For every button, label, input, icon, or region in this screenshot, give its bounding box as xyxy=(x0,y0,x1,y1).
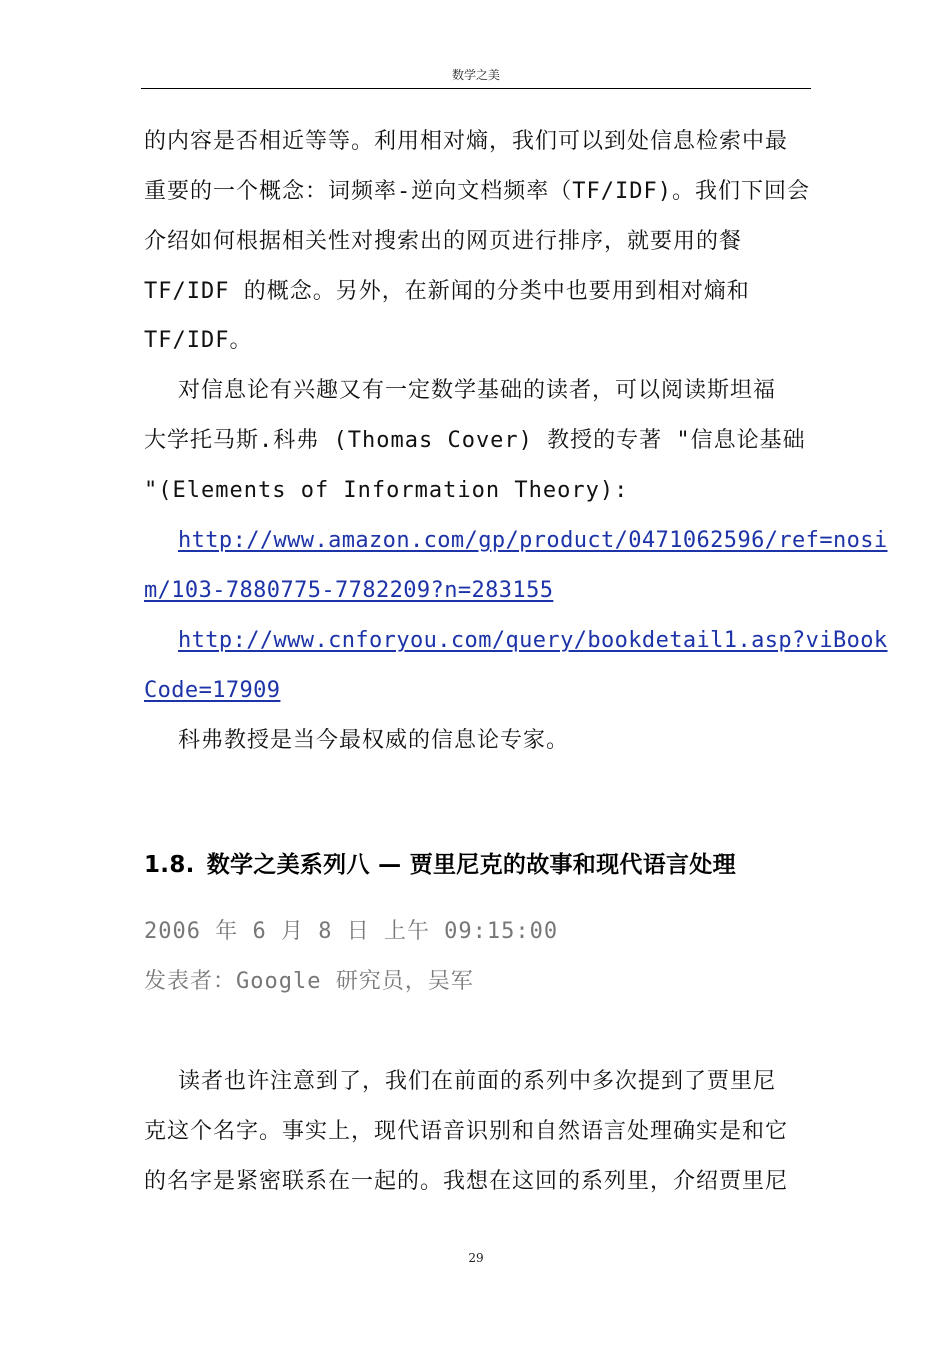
header-rule xyxy=(141,88,811,89)
body-text-line: 科弗教授是当今最权威的信息论专家。 xyxy=(178,728,570,753)
body-text-line: 克这个名字。事实上，现代语音识别和自然语言处理确实是和它 xyxy=(144,1119,789,1144)
post-date: 2006 年 6 月 8 日 上午 09:15:00 xyxy=(144,919,559,944)
post-author: 发表者：Google 研究员，吴军 xyxy=(144,969,474,994)
body-text-line: "(Elements of Information Theory): xyxy=(144,478,629,503)
section-number: 1.8. xyxy=(144,852,195,878)
body-text-line: 的名字是紧密联系在一起的。我想在这回的系列里，介绍贾里尼 xyxy=(144,1169,789,1194)
body-text-line: 读者也许注意到了，我们在前面的系列中多次提到了贾里尼 xyxy=(178,1069,777,1094)
page-number: 29 xyxy=(468,1251,484,1265)
body-text-line: TF/IDF。 xyxy=(144,328,253,353)
body-text-line: 介绍如何根据相关性对搜索出的网页进行排序，就要用的餐 xyxy=(144,229,743,254)
section-heading xyxy=(144,846,736,879)
body-text-line: 对信息论有兴趣又有一定数学基础的读者，可以阅读斯坦福 xyxy=(178,378,777,403)
section-title: 数学之美系列八 — 贾里尼克的故事和现代语言处理 xyxy=(206,852,736,878)
amazon-link-continued[interactable]: m/103-7880775-7782209?n=283155 xyxy=(144,578,554,603)
cnforyou-link-continued[interactable]: Code=17909 xyxy=(144,678,281,703)
cnforyou-link[interactable]: http://www.cnforyou.com/query/bookdetail1.asp?viBook xyxy=(178,628,888,653)
amazon-link[interactable]: http://www.amazon.com/gp/product/0471062596/ref=nosi xyxy=(178,528,888,553)
body-text-line: 大学托马斯.科弗 (Thomas Cover) 教授的专著 "信息论基础 xyxy=(144,428,806,453)
body-text-line: 的内容是否相近等等。利用相对熵，我们可以到处信息检索中最 xyxy=(144,129,789,154)
running-header: 数学之美 xyxy=(451,68,500,82)
body-text-line: TF/IDF 的概念。另外，在新闻的分类中也要用到相对熵和 xyxy=(144,279,750,304)
body-text-line: 重要的一个概念：词频率-逆向文档频率（TF/IDF)。我们下回会 xyxy=(144,179,810,204)
